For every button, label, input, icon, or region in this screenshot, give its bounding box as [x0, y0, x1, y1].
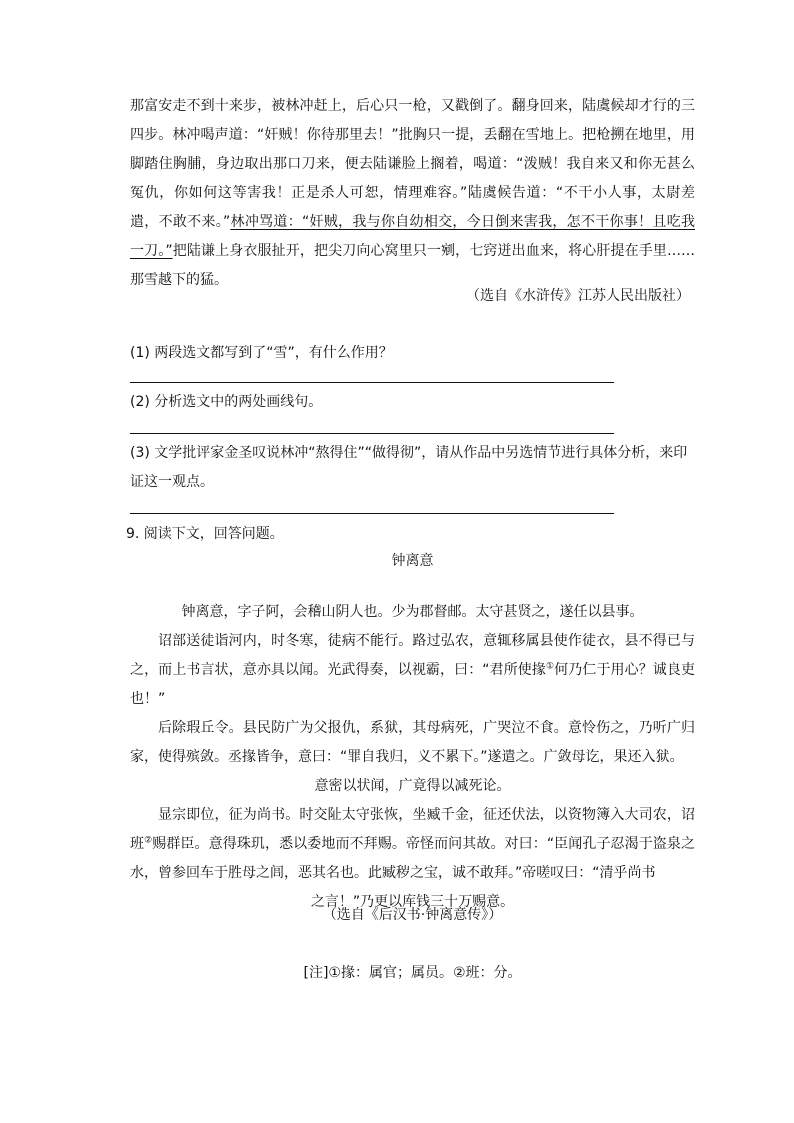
footnote-marker-2: ② — [144, 835, 153, 846]
answer-line-3[interactable] — [130, 513, 614, 514]
paragraph-4-text-b: 赐群臣。意得珠玑，悉以委地而不拜赐。帝怪而问其故。对曰：“臣闻孔子忍渴于盗泉之水，曾参回车于胜母之闾，恶其名也。此臧秽之宝，诚不敢拜。”帝嗟叹曰：“清乎尚书 — [130, 836, 695, 881]
article-body — [130, 598, 695, 917]
article-paragraph-2 — [130, 627, 695, 714]
answer-line-2[interactable] — [130, 433, 614, 434]
question-8-1: (1) 两段选文都写到了“雪”，有什么作用？ — [130, 345, 393, 361]
article-title: 钟离意 — [391, 553, 434, 569]
excerpt-source: （选自《水浒传》江苏人民出版社） — [466, 288, 690, 304]
underlined-sentence: 林冲骂道：“奸贼，我与你自幼相交，今日倒来害我，怎不干你事！且吃我一刀。” — [130, 214, 695, 259]
article-source: （选自《后汉书·钟离意传》） — [322, 907, 503, 923]
paragraph-2-text-a: 诏部送徒诣河内，时冬寒，徒病不能行。路过弘农，意辄移属县使作徒衣，县不得已与之，而上书言状，意亦具以闻。光武得奏，以视霸，曰：“君所使掾 — [130, 633, 695, 678]
paragraph-4-text-a: 显宗即位，征为尚书。时交阯太守张恢，坐臧千金，征还伏法，以资物簿入大司农，诏班 — [130, 807, 695, 852]
article-paragraph-4-end: 之言！”乃更以库钱三十万赐意。 — [310, 894, 515, 910]
question-8-3: (3) 文学批评家金圣叹说林冲“熬得住”“做得彻”，请从作品中另选情节进行具体分析，来印证这一观点。 — [130, 445, 688, 490]
article-paragraph-3: 后除瑕丘令。县民防广为父报仇，系狱，其母病死，广哭泣不食。意怜伤之，乃听广归家，使得殡敛。丞掾皆争，意曰：“罪自我归，义不累下。”遂遣之。广敛母讫，果还入狱。 — [130, 720, 695, 765]
footnote-marker-1: ① — [546, 661, 555, 672]
question-8-2: (2) 分析选文中的两处画线句。 — [130, 394, 323, 410]
excerpt-text-b: 把陆谦上身衣服扯开，把尖刀向心窝里只一剜，七窍迸出血来，将心肝提在手里……那雪越下的猛。 — [130, 243, 695, 288]
article-paragraph-3-end: 意密以状闻，广竟得以减死论。 — [314, 778, 511, 794]
question-9-prompt: 9. 阅读下文，回答问题。 — [126, 526, 284, 542]
excerpt-text-a: 那富安走不到十来步，被林冲赶上，后心只一枪，又戳倒了。翻身回来，陆虞候却才行的三四步。林冲喝声道：“奸贼！你待那里去！”批胸只一提，丢翻在雪地上。把枪搠在地里，用脚踏住胸脯，身边取出那口刀来，便去陆谦脸上搁着，喝道：“泼贼！我自来又和你无甚么冤仇，你如何这等害我！正是杀人可恕，情理难容。”陆虞候告道：“不干小人事，太尉差遣，不敢不来。” — [130, 98, 695, 230]
novel-excerpt — [130, 92, 695, 295]
article-paragraph-1: 钟离意，字子阿，会稽山阴人也。少为郡督邮。太守甚贤之，遂任以县事。 — [181, 604, 644, 620]
paragraph-2-text-b: 何乃仁于用心？诚良吏也！” — [130, 662, 695, 707]
article-paragraph-4 — [130, 801, 695, 888]
article-notes: [注]①掾：属官；属员。②班：分。 — [303, 965, 522, 981]
answer-line-1[interactable] — [130, 382, 614, 383]
